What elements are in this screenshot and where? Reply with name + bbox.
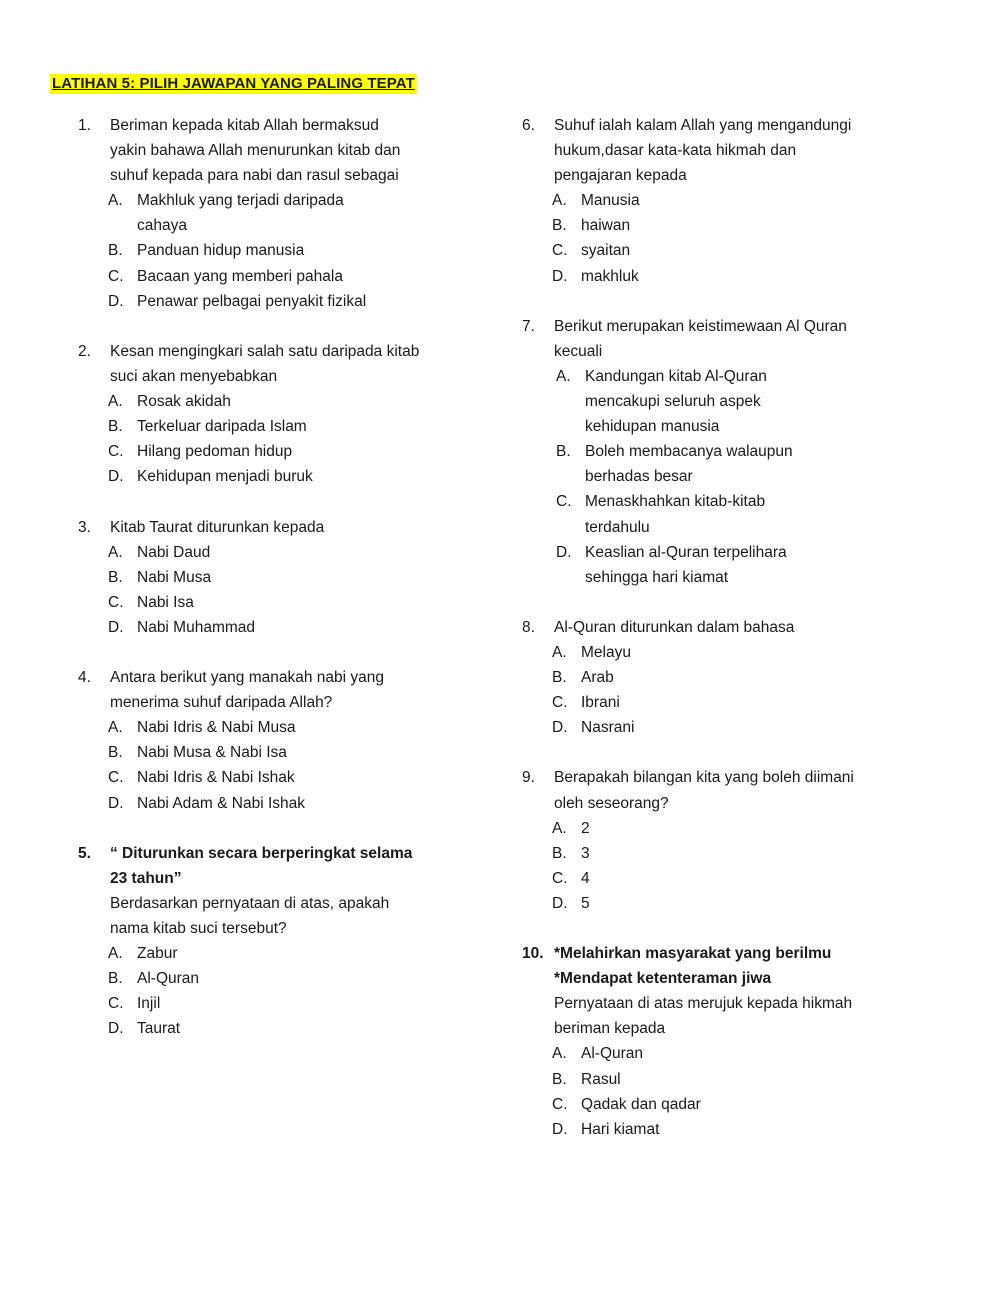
option-c[interactable] — [78, 264, 478, 289]
option-a[interactable] — [78, 715, 478, 740]
option-text: syaitan — [581, 242, 631, 260]
question-statement-line: *Melahirkan masyarakat yang berilmu — [554, 945, 832, 963]
question-line: Kesan mengingkari salah satu daripada kitab — [110, 342, 420, 360]
option-text: Nabi Isa — [137, 593, 194, 611]
question-line: kecuali — [554, 342, 603, 360]
option-text: Penawar pelbagai penyakit fizikal — [137, 292, 367, 310]
option-c[interactable] — [522, 238, 902, 263]
question-8 — [522, 615, 902, 740]
question-3 — [78, 515, 478, 640]
question-line: Suhuf ialah kalam Allah yang mengandungi — [554, 117, 852, 134]
option-d[interactable] — [78, 791, 478, 816]
option-a[interactable] — [522, 188, 902, 213]
option-letter: A. — [552, 819, 567, 837]
option-a[interactable] — [78, 188, 478, 238]
question-line: hukum,dasar kata-kata hikmah dan — [554, 142, 797, 160]
option-b[interactable] — [78, 565, 478, 590]
option-text: Melayu — [581, 643, 631, 661]
option-c[interactable] — [78, 590, 478, 615]
option-text: 4 — [581, 869, 590, 887]
question-10 — [522, 941, 902, 1142]
option-letter: C. — [108, 593, 124, 611]
question-4 — [78, 665, 478, 816]
option-letter: A. — [552, 1045, 567, 1063]
option-d[interactable] — [78, 1016, 478, 1041]
option-d[interactable] — [78, 289, 478, 314]
option-letter: B. — [108, 242, 123, 260]
option-text: Makhluk yang terjadi daripada cahaya — [137, 192, 344, 235]
option-text: 5 — [581, 894, 590, 912]
question-line: Antara berikut yang manakah nabi yang — [110, 669, 385, 687]
option-letter: A. — [108, 192, 123, 210]
question-number: 4. — [78, 669, 91, 687]
option-a[interactable] — [522, 1041, 902, 1066]
option-letter: B. — [552, 1070, 567, 1088]
option-d[interactable] — [522, 715, 902, 740]
option-d[interactable] — [78, 615, 478, 640]
question-number: 10. — [522, 945, 544, 963]
option-letter: B. — [552, 844, 567, 862]
option-text: Nabi Daud — [137, 543, 211, 561]
option-letter: D. — [552, 267, 568, 285]
option-text: Ibrani — [581, 694, 620, 712]
option-c[interactable] — [78, 991, 478, 1016]
question-line: suci akan menyebabkan — [110, 367, 278, 385]
option-letter: A. — [108, 393, 123, 411]
option-c[interactable] — [522, 866, 902, 891]
question-line: Berdasarkan pernyataan di atas, apakah — [110, 894, 390, 912]
option-letter: B. — [108, 418, 123, 436]
option-text: Manusia — [581, 192, 640, 210]
option-letter: C. — [552, 694, 568, 712]
options-list — [522, 1041, 902, 1141]
option-text: makhluk — [581, 267, 639, 285]
question-line: menerima suhuf daripada Allah? — [110, 694, 333, 712]
option-letter: D. — [552, 1120, 568, 1138]
option-c[interactable] — [522, 489, 902, 539]
option-letter: C. — [108, 443, 124, 461]
option-b[interactable] — [78, 966, 478, 991]
question-7 — [522, 314, 902, 590]
question-line: nama kitab suci tersebut? — [110, 920, 287, 937]
option-b[interactable] — [522, 439, 902, 489]
option-text: Kandungan kitab Al-Quran mencakupi seluruh aspek kehidupan manusia — [585, 367, 767, 436]
option-text: Arab — [581, 669, 614, 687]
option-text: 3 — [581, 844, 590, 862]
option-a[interactable] — [522, 816, 902, 841]
options-list — [78, 941, 478, 1041]
option-text: Nabi Idris & Nabi Musa — [137, 719, 296, 737]
option-text: Qadak dan qadar — [581, 1095, 701, 1113]
question-quote-line: 23 tahun” — [110, 869, 182, 887]
option-c[interactable] — [78, 765, 478, 790]
option-letter: C. — [552, 1095, 568, 1113]
option-d[interactable] — [522, 264, 902, 289]
worksheet-title: LATIHAN 5: PILIH JAWAPAN YANG PALING TEPAT — [52, 75, 415, 92]
option-a[interactable] — [78, 941, 478, 966]
question-quote-line: “ Diturunkan secara berperingkat selama — [110, 844, 413, 862]
option-text: Hilang pedoman hidup — [137, 443, 293, 461]
option-letter: B. — [552, 669, 567, 687]
option-text: Terkeluar daripada Islam — [137, 418, 307, 436]
option-a[interactable] — [78, 389, 478, 414]
option-letter: B. — [108, 970, 123, 988]
question-number: 2. — [78, 342, 91, 360]
option-c[interactable] — [522, 690, 902, 715]
question-line: Kitab Taurat diturunkan kepada — [110, 518, 325, 536]
option-b[interactable] — [78, 414, 478, 439]
question-line: oleh seseorang? — [554, 794, 669, 812]
question-line: suhuf kepada para nabi dan rasul sebagai — [110, 167, 399, 185]
option-d[interactable] — [522, 891, 902, 916]
question-5 — [78, 841, 478, 1042]
option-text: Hari kiamat — [581, 1120, 660, 1138]
option-d[interactable] — [522, 1117, 902, 1142]
option-b[interactable] — [78, 740, 478, 765]
question-number: 3. — [78, 518, 91, 536]
option-text: Bacaan yang memberi pahala — [137, 267, 343, 285]
option-text: Menaskhahkan kitab-kitab terdahulu — [585, 493, 766, 536]
option-text: Nabi Adam & Nabi Ishak — [137, 794, 306, 812]
question-line: Berapakah bilangan kita yang boleh diimani — [554, 769, 854, 787]
question-number: 9. — [522, 769, 535, 787]
option-a[interactable] — [522, 364, 902, 439]
option-text: Taurat — [137, 1020, 181, 1038]
question-number: 6. — [522, 117, 535, 134]
option-letter: B. — [552, 217, 567, 235]
question-statement-line: *Mendapat ketenteraman jiwa — [554, 970, 772, 988]
question-line: Al-Quran diturunkan dalam bahasa — [554, 618, 795, 636]
question-line: Beriman kepada kitab Allah bermaksud — [110, 117, 379, 134]
question-line: Pernyataan di atas merujuk kepada hikmah — [554, 995, 853, 1013]
option-text: Rasul — [581, 1070, 621, 1088]
option-d[interactable] — [522, 540, 902, 590]
option-text: Panduan hidup manusia — [137, 242, 305, 260]
option-letter: C. — [556, 493, 572, 511]
option-text: Nabi Musa — [137, 568, 212, 586]
option-text: Zabur — [137, 945, 178, 963]
question-number: 5. — [78, 844, 91, 862]
option-letter: A. — [552, 192, 567, 210]
option-text: Rosak akidah — [137, 393, 231, 411]
option-letter: B. — [556, 443, 571, 461]
question-number: 8. — [522, 618, 535, 636]
option-letter: A. — [108, 719, 123, 737]
option-text: haiwan — [581, 217, 631, 235]
option-a[interactable] — [522, 640, 902, 665]
option-d[interactable] — [78, 464, 478, 489]
option-letter: A. — [108, 945, 123, 963]
option-letter: C. — [552, 242, 568, 260]
option-c[interactable] — [522, 1092, 902, 1117]
option-b[interactable] — [522, 841, 902, 866]
option-letter: B. — [108, 568, 123, 586]
option-letter: D. — [108, 468, 124, 486]
option-letter: D. — [108, 292, 124, 310]
option-text: Al-Quran — [137, 970, 200, 988]
options-list — [78, 540, 478, 640]
option-letter: C. — [552, 869, 568, 887]
right-column — [522, 113, 902, 1167]
option-a[interactable] — [78, 540, 478, 565]
question-line: beriman kepada — [554, 1020, 666, 1038]
options-list — [522, 816, 902, 916]
question-number: 7. — [522, 317, 535, 335]
option-text: 2 — [581, 819, 590, 837]
question-2 — [78, 339, 478, 490]
option-b[interactable] — [522, 1067, 902, 1092]
option-letter: D. — [108, 794, 124, 812]
question-number: 1. — [78, 117, 91, 134]
option-text: Injil — [137, 995, 161, 1013]
question-9 — [522, 765, 902, 916]
options-list — [78, 188, 478, 313]
option-b[interactable] — [522, 213, 902, 238]
option-text: Al-Quran — [581, 1045, 644, 1063]
option-letter: D. — [108, 1020, 124, 1038]
option-letter: C. — [108, 267, 124, 285]
question-1 — [78, 113, 478, 314]
option-letter: A. — [556, 367, 571, 385]
question-line: yakin bahawa Allah menurunkan kitab dan — [110, 142, 401, 160]
options-list — [522, 188, 902, 288]
option-text: Nabi Muhammad — [137, 618, 256, 636]
question-line: pengajaran kepada — [554, 167, 687, 185]
left-column — [78, 113, 478, 1067]
options-list — [522, 364, 902, 590]
option-b[interactable] — [522, 665, 902, 690]
option-text: Nasrani — [581, 719, 635, 737]
option-letter: D. — [552, 719, 568, 737]
option-letter: D. — [556, 543, 572, 561]
option-letter: C. — [108, 769, 124, 787]
option-letter: A. — [552, 643, 567, 661]
options-list — [78, 715, 478, 815]
option-text: Nabi Idris & Nabi Ishak — [137, 769, 295, 787]
option-b[interactable] — [78, 238, 478, 263]
question-6 — [522, 113, 902, 289]
options-list — [522, 640, 902, 740]
option-c[interactable] — [78, 439, 478, 464]
option-text: Kehidupan menjadi buruk — [137, 468, 313, 486]
option-letter: C. — [108, 995, 124, 1013]
option-text: Keaslian al-Quran terpelihara sehingga hari kiamat — [585, 543, 787, 586]
option-letter: D. — [552, 894, 568, 912]
option-letter: B. — [108, 744, 123, 762]
option-letter: D. — [108, 618, 124, 636]
option-text: Boleh membacanya walaupun berhadas besar — [585, 443, 793, 486]
option-letter: A. — [108, 543, 123, 561]
option-text: Nabi Musa & Nabi Isa — [137, 744, 287, 762]
question-line: Berikut merupakan keistimewaan Al Quran — [554, 317, 847, 335]
options-list — [78, 389, 478, 489]
